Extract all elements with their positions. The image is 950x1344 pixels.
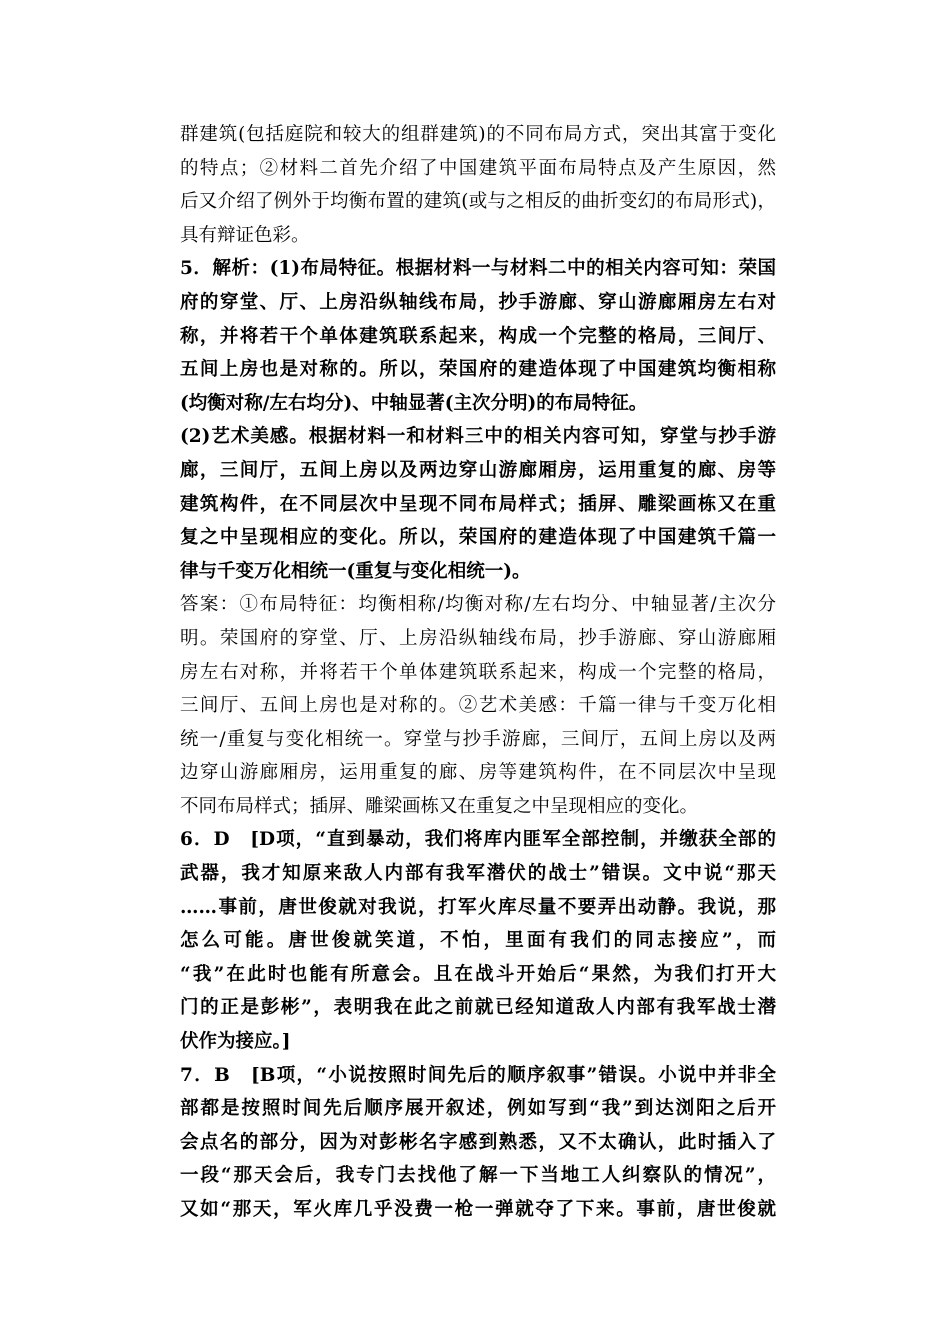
text-line: 建筑构件，在不同层次中呈现不同布局样式；插屏、雕梁画栋又在重: [180, 493, 776, 515]
text-line: 伏作为接应。]: [180, 1031, 291, 1053]
text-line: 武器，我才知原来敌人内部有我军潜伏的战士”错误。文中说“那天: [180, 863, 776, 885]
text-line: 后又介绍了例外于均衡布置的建筑(或与之相反的曲折变幻的布局形式)，: [180, 191, 776, 213]
text-line: 怎么可能。唐世俊就笑道，不怕，里面有我们的同志接应”，而: [180, 930, 776, 952]
text-line: 一段“那天会后，我专门去找他了解一下当地工人纠察队的情况”，: [180, 1165, 776, 1187]
text-line: (2)艺术美感。根据材料一和材料三中的相关内容可知，穿堂与抄手游: [180, 426, 776, 448]
text-line: 会点名的部分，因为对彭彬名字感到熟悉，又不太确认，此时插入了: [180, 1131, 776, 1153]
text-line: 群建筑(包括庭院和较大的组群建筑)的不同布局方式，突出其富于变化: [180, 124, 776, 145]
text-line: 廊，三间厅，五间上房以及两边穿山游廊厢房，运用重复的廊、房等: [180, 459, 776, 481]
text-line: 不同布局样式；插屏、雕梁画栋又在重复之中呈现相应的变化。: [180, 795, 699, 817]
question-6-explanation: [180, 823, 776, 1058]
text-line: 三间厅、五间上房也是对称的。②艺术美感：千篇一律与千变万化相: [180, 695, 776, 717]
text-line: 房左右对称，并将若干个单体建筑联系起来，构成一个完整的格局，: [180, 661, 776, 683]
text-line: 5．解析：(1)布局特征。根据材料一与材料二中的相关内容可知：荣国: [180, 258, 776, 280]
continuation-paragraph: [180, 118, 776, 252]
text-line: 称，并将若干个单体建筑联系起来，构成一个完整的格局，三间厅、: [180, 325, 776, 347]
text-line: 部都是按照时间先后顺序展开叙述，例如写到“我”到达浏阳之后开: [180, 1098, 776, 1120]
document-page: [180, 118, 776, 1227]
question-5-answer: [180, 588, 776, 823]
text-line: 又如“那天，军火库几乎没费一枪一弹就夺了下来。事前，唐世俊就: [180, 1199, 776, 1220]
question-5-analysis-part1: [180, 252, 776, 420]
text-line: 边穿山游廊厢房，运用重复的廊、房等建筑构件，在不同层次中呈现: [180, 762, 776, 784]
text-line: 7．B [B项，“小说按照时间先后的顺序叙事”错误。小说中并非全: [180, 1064, 776, 1086]
question-7-explanation: [180, 1059, 776, 1227]
text-line: 6．D [D项，“直到暴动，我们将库内匪军全部控制，并缴获全部的: [180, 829, 776, 851]
text-line: 答案：①布局特征：均衡相称/均衡对称/左右均分、中轴显著/主次分: [180, 594, 776, 616]
text-line: 复之中呈现相应的变化。所以，荣国府的建造体现了中国建筑千篇一: [180, 527, 776, 549]
text-line: 门的正是彭彬”，表明我在此之前就已经知道敌人内部有我军战士潜: [180, 997, 776, 1019]
text-line: 律与千变万化相统一(重复与变化相统一)。: [180, 560, 531, 582]
text-line: 统一/重复与变化相统一。穿堂与抄手游廊，三间厅，五间上房以及两: [180, 728, 776, 750]
text-line: 的特点；②材料二首先介绍了中国建筑平面布局特点及产生原因，然: [180, 157, 776, 179]
text-line: ……事前，唐世俊就对我说，打军火库尽量不要弄出动静。我说，那: [180, 896, 776, 918]
text-line: 五间上房也是对称的。所以，荣国府的建造体现了中国建筑均衡相称: [180, 359, 776, 381]
text-line: 具有辩证色彩。: [180, 224, 310, 246]
text-line: 明。荣国府的穿堂、厅、上房沿纵轴线布局，抄手游廊、穿山游廊厢: [180, 627, 776, 649]
text-line: 府的穿堂、厅、上房沿纵轴线布局，抄手游廊、穿山游廊厢房左右对: [180, 291, 776, 313]
text-line: (均衡对称/左右均分)、中轴显著(主次分明)的布局特征。: [180, 392, 648, 414]
text-line: “我”在此时也能有所意会。且在战斗开始后“果然，为我们打开大: [180, 963, 776, 985]
question-5-analysis-part2: [180, 420, 776, 588]
